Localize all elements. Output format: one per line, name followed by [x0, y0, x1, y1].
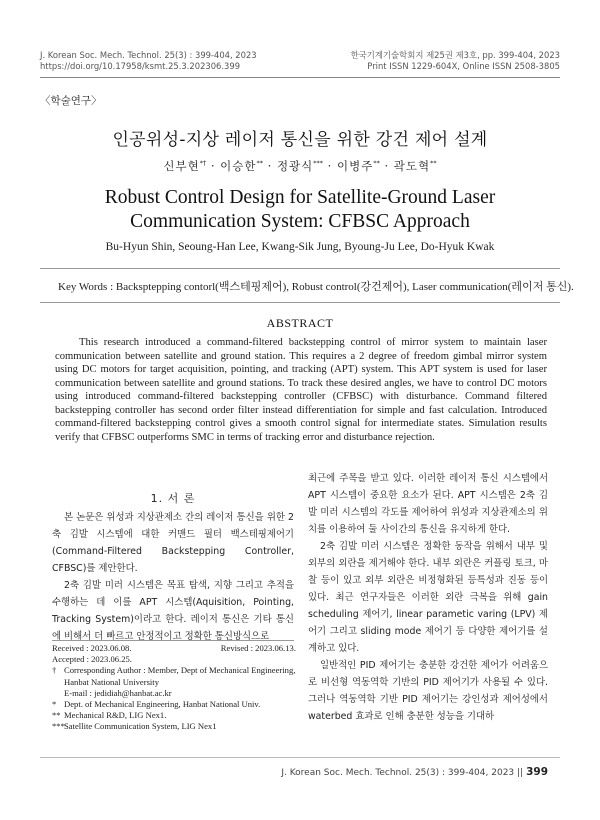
author-mark: ** — [256, 159, 263, 167]
author-name: 이승한 — [220, 159, 257, 173]
body-column-right — [308, 470, 548, 725]
affiliation-note — [52, 710, 296, 721]
footer-citation: J. Korean Soc. Mech. Technol. 25(3) : 399-404, 2023 || — [281, 768, 524, 778]
keywords-label: Key Words : — [58, 281, 116, 293]
body-paragraph: 본 논문은 위성과 지상관제소 간의 레이저 통신을 위한 2축 김발 시스템에 대한 커맨드 필터 백스테핑제어기 (Command-Filtered Backstepping Controller, CFBSC)를 제안한다. — [52, 512, 294, 574]
body-paragraph: 2축 김발 미러 시스템은 목표 탐색, 지향 그리고 추적을 수행하는 데 이를 APT 시스템(Aquisition, Pointing, Tracking System)이라고 한다. 레이저 통신은 기타 통신에 비해서 더 빠르고 안정적이고 정확한 통신방식으로 — [52, 580, 294, 642]
accepted-date: Accepted : 2023.06.25. — [52, 654, 132, 665]
received-date: Received : 2023.06.08. — [52, 643, 132, 653]
author-name: 정광식 — [276, 159, 314, 173]
section-tag: 〈학술연구〉 — [40, 95, 102, 107]
dagger-mark: † — [52, 665, 57, 676]
received-revised-row — [52, 643, 296, 654]
footnotes — [52, 643, 296, 733]
body-paragraph: 2축 김발 미러 시스템은 정확한 동작을 위해서 내부 및 외부의 외란을 제거해야 한다. 내부 외란은 커플링 토크, 마찰 등이 있고 외부 외란은 비정형화된 등특성과 진동 등이 있다. 최근 연구자들은 이러한 외란 극복을 위해 gain scheduling 제어기, linear parametic varing (LPV) 제어기 그리고 sliding mode 제어기 등 다양한 제어기를 설계하고 있다. — [308, 541, 548, 654]
page-footer — [281, 766, 548, 778]
author-mark: ** — [430, 159, 437, 167]
paper-title-english — [0, 186, 600, 234]
author-list-korean: 신부현*† · 이승한** · 정광식*** · 이병주** · 곽도혁** — [163, 159, 437, 173]
abstract-heading: ABSTRACT — [266, 316, 334, 330]
footnote-divider — [52, 640, 294, 641]
section-heading-introduction: 1. 서 론 — [150, 492, 196, 505]
body-paragraph: 일반적인 PID 제어기는 충분한 강건한 제어가 어려움으로 비선형 역동역학 기반의 PID 제어기가 사용될 수 있다. 그러나 역동역학 기반 PID 제어기는 강인성과 제어성에서 waterbed 효과로 인해 충분한 성능을 기대하 — [308, 660, 548, 722]
journal-header-left — [40, 50, 257, 72]
footnote-mark: *** — [52, 721, 65, 732]
journal-citation: J. Korean Soc. Mech. Technol. 25(3) : 399-404, 2023 — [40, 50, 257, 60]
keywords — [58, 278, 574, 294]
affiliation-text: Satellite Communication System, LIG Nex1 — [64, 721, 217, 732]
footnote-mark: ** — [52, 710, 61, 721]
affiliation-note — [52, 721, 296, 732]
author-list-english: Bu-Hyun Shin, Seoung-Han Lee, Kwang-Sik Jung, Byoung-Ju Lee, Do-Hyuk Kwak — [105, 241, 495, 253]
author-mark: ** — [373, 159, 380, 167]
corresponding-author-note — [52, 665, 296, 687]
affiliation-text: Dept. of Mechanical Engineering, Hanbat National Univ. — [64, 699, 261, 710]
affiliation-text: Mechanical R&D, LIG Nex1. — [64, 710, 167, 721]
author-name: 신부현 — [163, 159, 200, 173]
author-mark: *† — [199, 159, 207, 167]
abstract-text: This research introduced a command-filtered backstepping control of mirror system to maintain laser communication between satellite and ground station. This requires a 2 degree of freedom gimbal mirror system using DC motors for target acquisition, pointing, and tracking (APT) system. This APT system is used for laser communication between satellite and ground stations. To track these desired angles, we have to control DC motors using introduced command-filtered backstepping controller (CFBSC) with disturbance. Command filtered backstepping controller has second order filter instead differentiation for simple and fast calculation. Introduced command-filtered backstepping control gives a smooth control signal for intermediate states. Simulation results verify that CFBSC outperforms SMC in terms of tracking error and disturbance rejection. — [55, 337, 547, 443]
page-number: 399 — [526, 766, 548, 778]
footer-divider — [40, 757, 560, 758]
journal-header-right — [351, 50, 560, 72]
author-name: 이병주 — [337, 159, 374, 173]
body-column-left — [52, 490, 294, 645]
keywords-divider-top — [40, 268, 560, 269]
title-line-2: Communication System: CFBSC Approach — [130, 211, 470, 232]
revised-date: Revised : 2023.06.13. — [220, 643, 296, 653]
author-name: 곽도혁 — [393, 159, 431, 173]
title-line-1: Robust Control Design for Satellite-Ground Laser — [104, 187, 496, 208]
header-divider — [40, 77, 560, 78]
footnote-mark: * — [52, 699, 57, 710]
body-paragraph: 최근에 주목을 받고 있다. 이러한 레이저 통신 시스템에서 APT 시스템이 중요한 요소가 된다. APT 시스템은 2축 김발 미러 시스템의 각도를 제어하여 위성과 지상관제소의 위치를 이용하여 둘 사이간의 통신을 유지하게 한다. — [308, 473, 548, 535]
issn-info: Print ISSN 1229-604X, Online ISSN 2508-3805 — [367, 61, 560, 71]
corresponding-author-text: Corresponding Author : Member, Dept of Mechanical Engineering, Hanbat National University — [64, 665, 296, 687]
author-mark: *** — [313, 159, 324, 167]
author-email[interactable]: E-mail : jedidiah@hanbat.ac.kr — [64, 687, 172, 698]
doi-link[interactable]: https://doi.org/10.17958/ksmt.25.3.202306.399 — [40, 61, 241, 71]
affiliation-note — [52, 699, 296, 710]
keywords-divider-bottom — [40, 302, 560, 303]
paper-title-korean: 인공위성-지상 레이저 통신을 위한 강건 제어 설계 — [112, 130, 488, 150]
keywords-text: Backsptepping contorl(백스테핑제어), Robust control(강건제어), Laser communication(레이저 통신). — [115, 281, 574, 293]
journal-citation-ko: 한국기계기술학회지 제25권 제3호, pp. 399-404, 2023 — [350, 50, 560, 60]
